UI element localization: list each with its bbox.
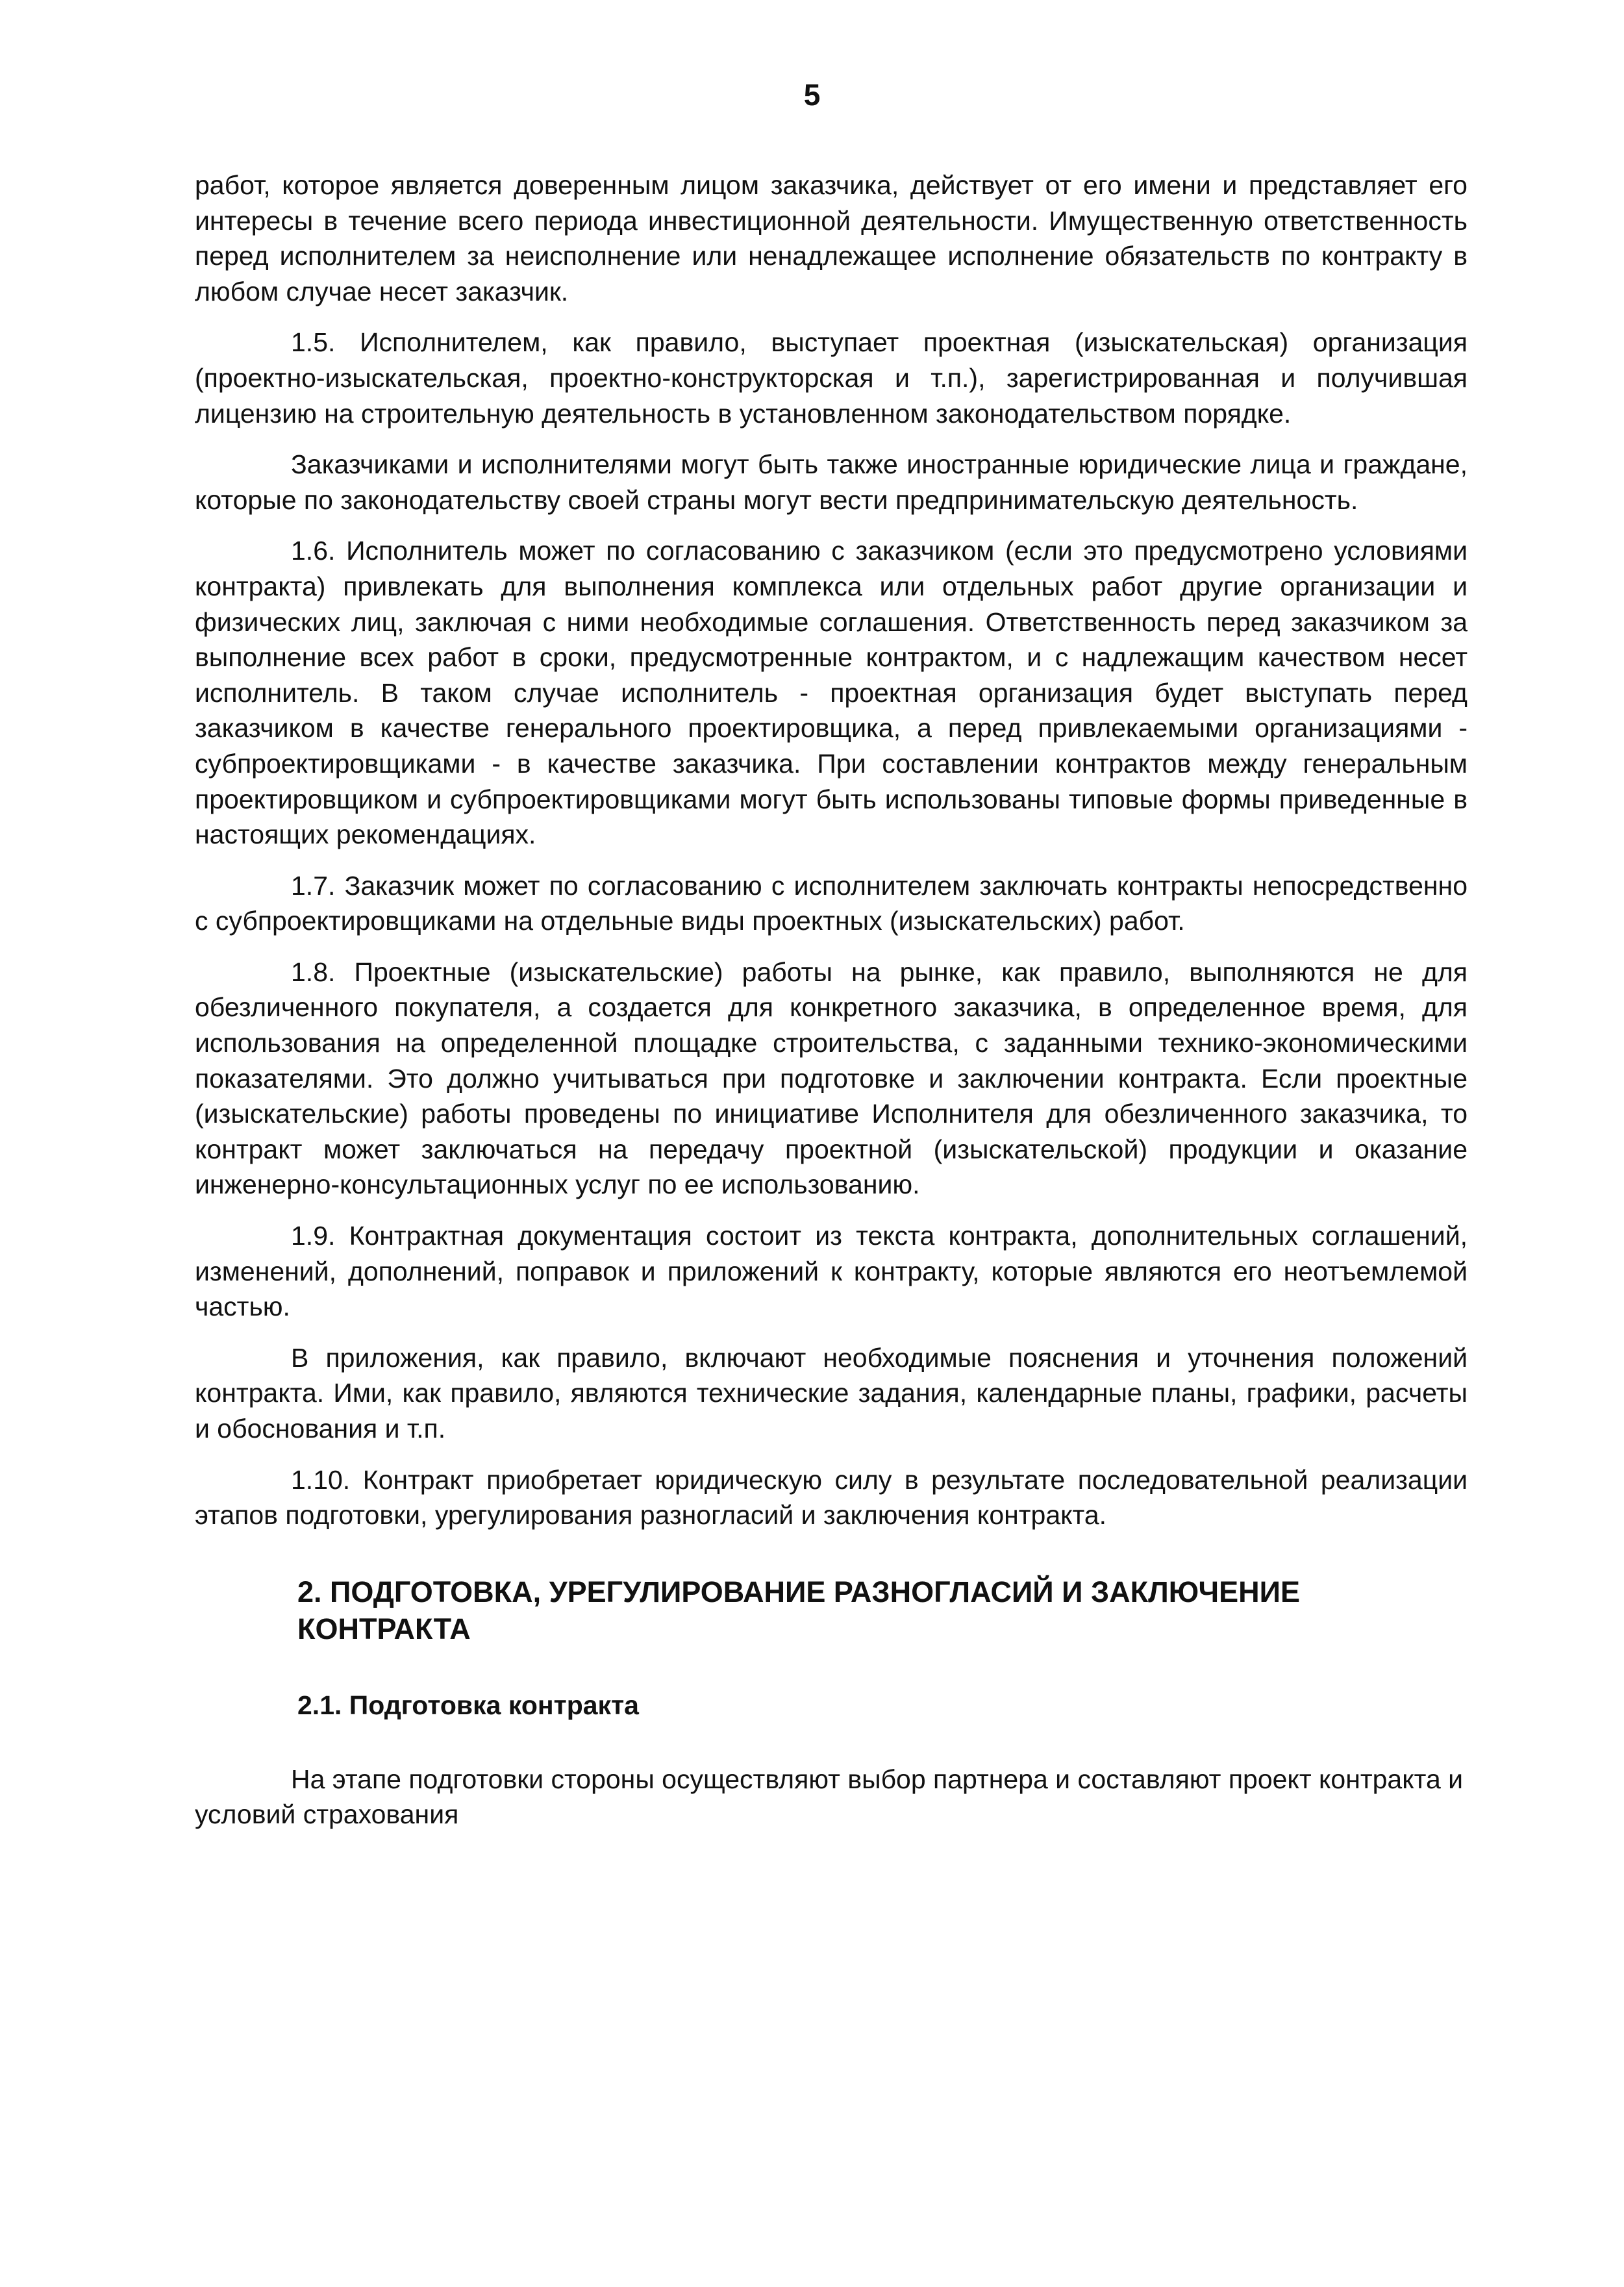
paragraph-1-10: 1.10. Контракт приобретает юридическую силу в результате последовательной реализации этапов подготовки, урегулирования разногласий и заключения контракта. [195, 1464, 1468, 1531]
paragraph-1-9: 1.9. Контрактная документация состоит из текста контракта, дополнительных соглашений, изменений, дополнений, поправок и приложений к контракту, которые являются его неотъемлемой частью. [195, 1221, 1468, 1322]
paragraph-continuation: работ, которое является доверенным лицом заказчика, действует от его имени и представляет его интересы в течение всего периода инвестиционной деятельности. Имущественную ответственность перед исполнителем за неисполнение или ненадлежащее исполнение обязательств по контракту в любом случае несет заказчик. [195, 170, 1468, 306]
paragraph-1-8: 1.8. Проектные (изыскательские) работы на рынке, как правило, выполняются не для обезличенного покупателя, а создается для конкретного заказчика, в определенное время, для использования на определенной площадке строительства, с заданными технико-экономическими показателями. Это должно учитываться при подготовке и заключении контракта. Если проектные (изыскательские) работы проведены по инициативе Исполнителя для обезличенного заказчика, то контракт может заключаться на передачу проектной (изыскательской) продукции и оказание инженерно-консультационных услуг по ее использованию. [195, 956, 1468, 1200]
paragraph-2-1: На этапе подготовки стороны осуществляют выбор партнера и составляют проект контракта и условий страхования [195, 1764, 1464, 1830]
paragraph-1-7: 1.7. Заказчик может по согласованию с исполнителем заключать контракты непосредственно с субпроектировщиками на отдельные виды проектных (изыскательских) работ. [195, 870, 1468, 936]
page-body [195, 168, 1468, 1848]
page-number: 5 [803, 78, 821, 112]
section-2-heading: 2. ПОДГОТОВКА, УРЕГУЛИРОВАНИЕ РАЗНОГЛАСИЙ И ЗАКЛЮЧЕНИЕ КОНТРАКТА [297, 1575, 1301, 1645]
paragraph-1-6: 1.6. Исполнитель может по согласованию с заказчиком (если это предусмотрено условиями контракта) привлекать для выполнения комплекса или отдельных работ другие организации и физических лиц, заключая с ними необходимые соглашения. Ответственность перед заказчиком за выполнение всех работ в сроки, предусмотренные контрактом, и с надлежащим качеством несет исполнитель. В таком случае исполнитель - проектная организация будет выступать перед заказчиком в качестве генерального проектировщика, а перед привлекаемыми организациями - субпроектировщиками - в качестве заказчика. При составлении контрактов между генеральным проектировщиком и субпроектировщиками могут быть использованы типовые формы приведенные в настоящих рекомендациях. [195, 536, 1468, 850]
paragraph-1-5: 1.5. Исполнителем, как правило, выступает проектная (изыскательская) организация (проектно-изыскательская, проектно-конструкторская и т.п.), зарегистрированная и получившая лицензию на строительную деятельность в установленном законодательством порядке. [195, 327, 1468, 429]
paragraph-1-9-appendices: В приложения, как правило, включают необходимые пояснения и уточнения положений контракта. Ими, как правило, являются технические задания, календарные планы, графики, расчеты и обоснования и т.п. [195, 1342, 1468, 1443]
paragraph-1-5-foreign: Заказчиками и исполнителями могут быть также иностранные юридические лица и граждане, которые по законодательству своей страны могут вести предпринимательскую деятельность. [195, 449, 1468, 515]
subsection-2-1-heading: 2.1. Подготовка контракта [297, 1690, 639, 1720]
